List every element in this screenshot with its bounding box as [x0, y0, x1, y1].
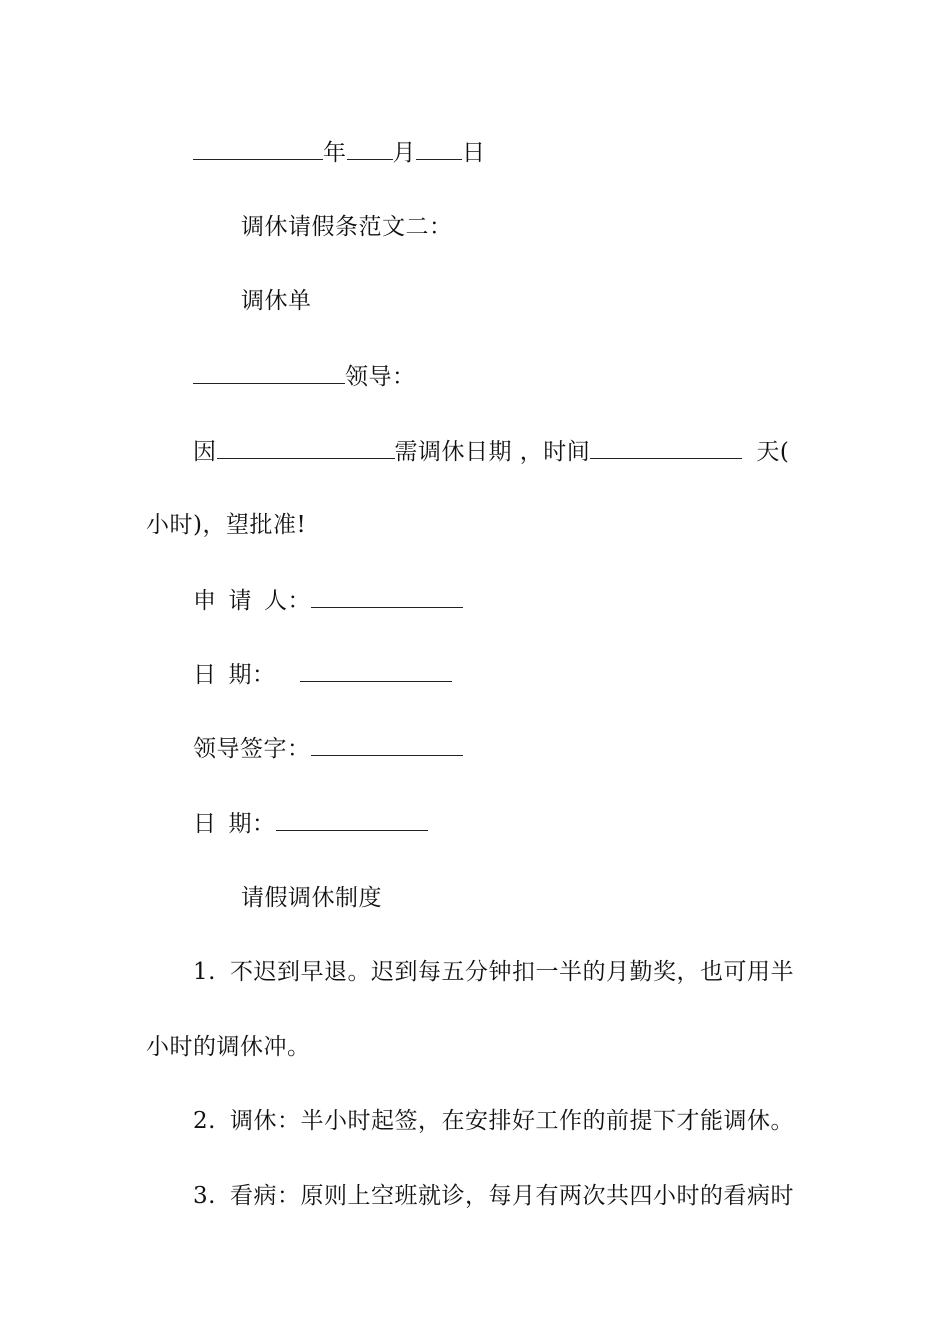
reason-prefix: 因 [193, 439, 217, 465]
month-blank[interactable] [347, 137, 393, 160]
reason-line [193, 436, 789, 467]
recipient-line [193, 361, 416, 392]
leader-signature-blank[interactable] [311, 733, 463, 756]
leader-signature-line [193, 733, 463, 764]
duration-blank[interactable] [590, 436, 742, 459]
policy-title: 请假调休制度 [241, 885, 382, 911]
year-label: 年 [323, 140, 347, 166]
applicant-blank[interactable] [311, 585, 463, 608]
recipient-blank[interactable] [193, 361, 345, 384]
rule-3-text: 看病：原则上空班就诊，每月有两次共四小时的看病时 [229, 1183, 794, 1209]
recipient-suffix: 领导： [345, 364, 416, 390]
rule-1-continuation: 小时的调休冲。 [146, 1034, 311, 1060]
applicant-label-2: 请 [228, 588, 252, 614]
date-1-blank[interactable] [300, 659, 452, 682]
date-1-char-1: 日 [193, 662, 217, 688]
day-blank[interactable] [416, 137, 462, 160]
day-label: 日 [462, 140, 486, 166]
date-2-blank[interactable] [276, 808, 428, 831]
rule-1-number: 1. [193, 959, 216, 985]
sample-heading: 调休请假条范文二： [241, 214, 453, 240]
applicant-label-3: 人： [264, 588, 311, 614]
form-title: 调休单 [241, 288, 312, 314]
month-label: 月 [392, 140, 416, 166]
date-line [193, 137, 486, 168]
reason-middle: 需调休日期 ，时间 [394, 439, 591, 465]
rule-1 [193, 957, 794, 987]
date-field-1 [193, 659, 452, 690]
date-1-char-2: 期： [228, 662, 276, 688]
rule-3-number: 3. [193, 1183, 216, 1209]
applicant-line [193, 585, 463, 616]
applicant-label-1: 申 [193, 588, 217, 614]
rule-2-text: 调休：半小时起签，在安排好工作的前提下才能调休。 [229, 1108, 794, 1134]
rule-2-number: 2. [193, 1108, 216, 1134]
date-2-char-1: 日 [193, 811, 217, 837]
date-field-2 [193, 808, 428, 839]
rule-2 [193, 1106, 794, 1136]
date-2-char-2: 期： [228, 811, 276, 837]
reason-continuation: 小时)，望批准! [146, 512, 307, 538]
leader-signature-label: 领导签字： [193, 736, 311, 762]
rule-3 [193, 1181, 794, 1211]
reason-suffix: 天( [756, 439, 790, 465]
reason-blank[interactable] [217, 436, 395, 459]
rule-1-text: 不迟到早退。迟到每五分钟扣一半的月勤奖，也可用半 [229, 959, 794, 985]
year-blank[interactable] [193, 137, 323, 160]
